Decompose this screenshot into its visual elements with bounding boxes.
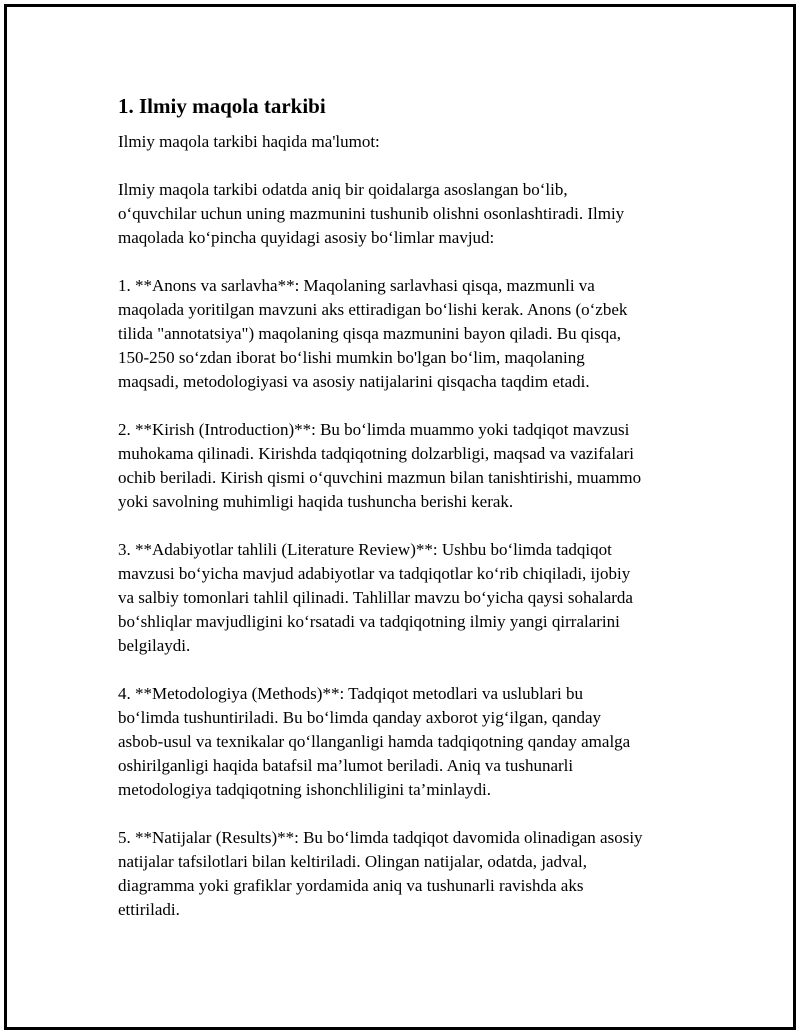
- paragraph-gap: [118, 250, 708, 274]
- section-natijalar-paragraph: 5. **Natijalar (Results)**: Bu bo‘limda tadqiqot davomida olinadigan asosiy natijalar tafsilotlari bilan keltiriladi. Olingan natijalar, odatda, jadval, diagramma yoki grafiklar yordamida aniq va tushunarli ravishda aks ettiriladi.: [118, 828, 643, 919]
- document-title: 1. Ilmiy maqola tarkibi: [118, 94, 326, 118]
- document-body: [118, 92, 708, 922]
- paragraph-gap: [118, 394, 708, 418]
- paragraph-gap: [118, 802, 708, 826]
- section-kirish-paragraph: 2. **Kirish (Introduction)**: Bu bo‘limda muammo yoki tadqiqot mavzusi muhokama qilinadi. Kirishda tadqiqotning dolzarbligi, maqsad va vazifalari ochib beriladi. Kirish qismi o‘quvchini mazmun bilan tanishtirishi, muammo yoki savolning muhimligi haqida tushuncha berishi kerak.: [118, 420, 642, 511]
- paragraph-gap: [118, 514, 708, 538]
- paragraph-gap: [118, 658, 708, 682]
- overview-paragraph: Ilmiy maqola tarkibi odatda aniq bir qoidalarga asoslangan bo‘lib, o‘quvchilar uchun uning mazmunini tushunib olishni osonlashtiradi. Ilmiy maqolada ko‘pincha quyidagi asosiy bo‘limlar mavjud:: [118, 180, 625, 247]
- section-anons-paragraph: 1. **Anons va sarlavha**: Maqolaning sarlavhasi qisqa, mazmunli va maqolada yoritilgan mavzuni aks ettiradigan bo‘lishi kerak. Anons (o‘zbek tilida "annotatsiya") maqolaning qisqa mazmunini bayon qiladi. Bu qisqa, 150-250 so‘zdan iborat bo‘lishi mumkin bo'lgan bo‘lim, maqolaning maqsadi, metodologiyasi va asosiy natijalarini qisqacha taqdim etadi.: [118, 276, 628, 391]
- paragraph-gap: [118, 154, 708, 178]
- section-metodologiya-paragraph: 4. **Metodologiya (Methods)**: Tadqiqot metodlari va uslublari bu bo‘limda tushuntiriladi. Bu bo‘limda qanday axborot yig‘ilgan, qanday asbob-usul va texnikalar qo‘llanganligi hamda tadqiqotning qanday amalga oshirilganligi haqida batafsil ma’lumot beriladi. Aniq va tushunarli metodologiya tadqiqotning ishonchliligini ta’minlaydi.: [118, 684, 631, 799]
- section-adabiyotlar-paragraph: 3. **Adabiyotlar tahlili (Literature Review)**: Ushbu bo‘limda tadqiqot mavzusi bo‘yicha mavjud adabiyotlar va tadqiqotlar ko‘rib chiqiladi, ijobiy va salbiy tomonlari tahlil qilinadi. Tahlillar mavzu bo‘yicha qaysi sohalarda bo‘shliqlar mavjudligini ko‘rsatadi va tadqiqotning ilmiy yangi qirralarini belgilaydi.: [118, 540, 633, 655]
- intro-paragraph: Ilmiy maqola tarkibi haqida ma'lumot:: [118, 132, 380, 151]
